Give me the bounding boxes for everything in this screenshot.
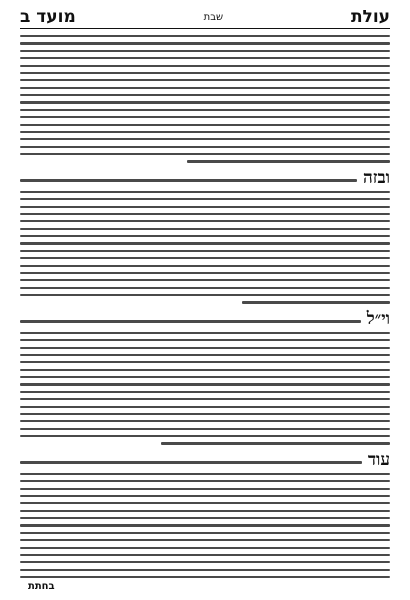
paragraph-head <box>20 308 390 329</box>
text-line <box>20 332 390 334</box>
text-line <box>20 287 390 289</box>
text-line <box>20 279 390 281</box>
text-line <box>20 361 390 363</box>
text-line <box>20 272 390 274</box>
text-line <box>20 473 390 475</box>
text-line <box>20 228 390 230</box>
text-line <box>20 354 390 356</box>
text-line <box>20 461 362 463</box>
text-line <box>20 250 390 252</box>
text-line <box>20 42 390 44</box>
text-line <box>20 179 357 181</box>
text-line <box>20 294 390 296</box>
text-line <box>20 57 390 59</box>
text-line <box>20 420 390 422</box>
text-line <box>20 65 390 67</box>
text-line <box>20 554 390 556</box>
paragraph-head <box>20 167 390 188</box>
header-center: שבת <box>203 11 224 23</box>
text-line <box>20 524 390 526</box>
text-line <box>20 576 390 578</box>
text-line <box>20 265 390 267</box>
catchword: בחתת <box>28 581 55 592</box>
text-line <box>20 138 390 140</box>
text-line <box>20 206 390 208</box>
page-body <box>20 35 390 578</box>
text-line <box>187 160 391 162</box>
paragraph-head <box>20 449 390 470</box>
text-line <box>20 480 390 482</box>
text-line <box>20 561 390 563</box>
text-line <box>20 101 390 103</box>
text-line <box>20 391 390 393</box>
text-line <box>20 235 390 237</box>
text-line <box>20 339 390 341</box>
text-line <box>20 79 390 81</box>
text-line <box>20 257 390 259</box>
text-line <box>20 242 390 244</box>
text-line <box>20 146 390 148</box>
text-line <box>20 109 390 111</box>
paragraph-opener: וי״ל <box>366 308 390 329</box>
text-line <box>20 50 390 52</box>
text-line <box>20 569 390 571</box>
text-line <box>20 153 390 155</box>
text-line <box>20 547 390 549</box>
text-line <box>20 398 390 400</box>
running-header <box>20 6 390 29</box>
text-line <box>20 131 390 133</box>
text-line <box>20 347 390 349</box>
text-line <box>20 191 390 193</box>
text-line <box>20 198 390 200</box>
paragraph-opener: ובזה <box>362 167 390 188</box>
text-line <box>20 376 390 378</box>
text-line <box>20 213 390 215</box>
paragraph <box>20 449 390 579</box>
text-line <box>20 502 390 504</box>
text-line <box>20 532 390 534</box>
paragraph <box>20 35 390 163</box>
text-line <box>161 442 390 444</box>
text-line <box>20 116 390 118</box>
text-line <box>20 413 390 415</box>
text-line <box>20 406 390 408</box>
text-line <box>20 510 390 512</box>
paragraph <box>20 167 390 304</box>
text-line <box>20 94 390 96</box>
text-line <box>20 369 390 371</box>
text-line <box>20 35 390 37</box>
text-line <box>20 495 390 497</box>
text-line <box>20 124 390 126</box>
text-line <box>20 539 390 541</box>
text-line <box>20 320 361 322</box>
text-line <box>242 301 390 303</box>
header-title: עולת <box>350 7 390 27</box>
text-line <box>20 72 390 74</box>
header-volume: מועד ב <box>20 7 76 27</box>
text-line <box>20 517 390 519</box>
text-line <box>20 87 390 89</box>
text-line <box>20 428 390 430</box>
paragraph <box>20 308 390 445</box>
text-line <box>20 220 390 222</box>
text-line <box>20 488 390 490</box>
text-line <box>20 383 390 385</box>
text-line <box>20 435 390 437</box>
paragraph-opener: עוד <box>367 449 390 470</box>
